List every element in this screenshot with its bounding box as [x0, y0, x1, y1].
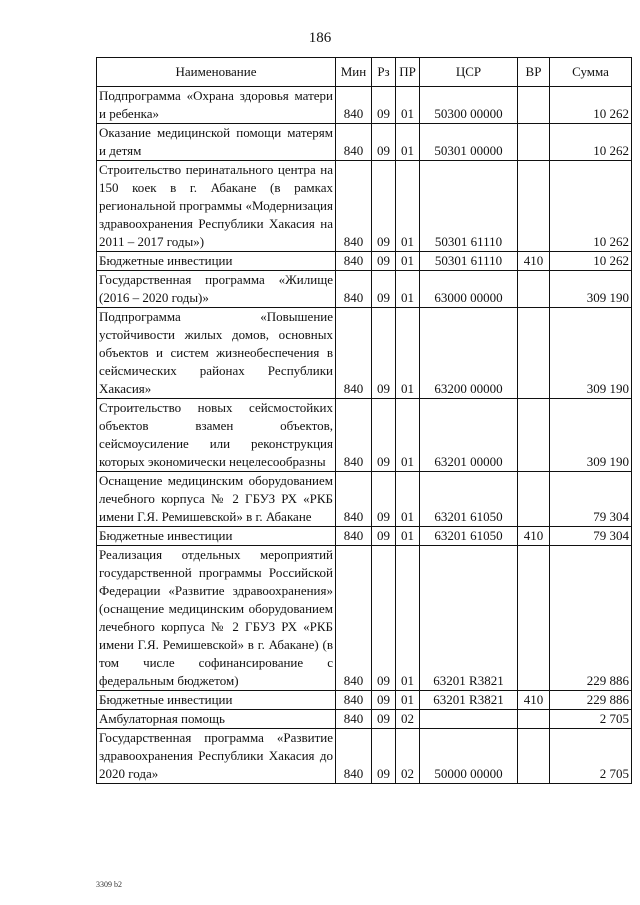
table-row: [97, 271, 632, 308]
row-rz: 09: [372, 527, 396, 546]
row-pr: 01: [396, 87, 420, 124]
row-rz: 09: [372, 124, 396, 161]
row-sum: 2 705: [550, 710, 632, 729]
row-rz: 09: [372, 472, 396, 527]
row-min: 840: [336, 691, 372, 710]
row-pr: 01: [396, 124, 420, 161]
row-sum: 10 262: [550, 87, 632, 124]
row-sum: 309 190: [550, 308, 632, 399]
footer-code: 3309 b2: [96, 880, 122, 889]
row-name: Бюджетные инвестиции: [97, 691, 336, 710]
row-sum: 229 886: [550, 691, 632, 710]
row-vr: [518, 87, 550, 124]
row-csr: 63201 00000: [420, 399, 518, 472]
row-name: Бюджетные инвестиции: [97, 527, 336, 546]
row-name: Государственная программа «Жилище (2016 – 2020 годы)»: [97, 271, 336, 308]
row-name: Государственная программа «Развитие здравоохранения Республики Хакасия до 2020 года»: [97, 729, 336, 784]
row-pr: 01: [396, 472, 420, 527]
row-min: 840: [336, 252, 372, 271]
budget-table: [96, 57, 632, 784]
row-rz: 09: [372, 87, 396, 124]
table-row: [97, 252, 632, 271]
table-row: [97, 308, 632, 399]
row-min: 840: [336, 308, 372, 399]
row-rz: 09: [372, 308, 396, 399]
row-sum: 2 705: [550, 729, 632, 784]
row-csr: [420, 710, 518, 729]
row-name: Оказание медицинской помощи матерям и детям: [97, 124, 336, 161]
row-csr: 63201 R3821: [420, 691, 518, 710]
header-min: Мин: [336, 58, 372, 87]
header-vr: ВР: [518, 58, 550, 87]
header-pr: ПР: [396, 58, 420, 87]
row-sum: 309 190: [550, 399, 632, 472]
row-rz: 09: [372, 252, 396, 271]
row-rz: 09: [372, 399, 396, 472]
row-min: 840: [336, 87, 372, 124]
row-name: Подпрограмма «Охрана здоровья матери и ребенка»: [97, 87, 336, 124]
row-min: 840: [336, 729, 372, 784]
row-vr: [518, 124, 550, 161]
row-sum: 10 262: [550, 252, 632, 271]
page-number: 186: [308, 30, 332, 46]
row-pr: 01: [396, 271, 420, 308]
row-rz: 09: [372, 546, 396, 691]
row-vr: 410: [518, 527, 550, 546]
row-sum: 79 304: [550, 472, 632, 527]
header-csr: ЦСР: [420, 58, 518, 87]
row-vr: [518, 729, 550, 784]
row-csr: 63201 61050: [420, 472, 518, 527]
row-min: 840: [336, 399, 372, 472]
row-sum: 79 304: [550, 527, 632, 546]
row-csr: 50301 61110: [420, 161, 518, 252]
row-sum: 309 190: [550, 271, 632, 308]
row-name: Амбулаторная помощь: [97, 710, 336, 729]
table-row: [97, 472, 632, 527]
row-name: Строительство новых сейсмостойких объектов взамен объектов, сейсмоусиление или реконструкция которых экономически нецелесообразны: [97, 399, 336, 472]
row-csr: 50300 00000: [420, 87, 518, 124]
row-name: Оснащение медицинским оборудованием лечебного корпуса № 2 ГБУЗ РХ «РКБ имени Г.Я. Ремишевской» в г. Абакане: [97, 472, 336, 527]
row-pr: 02: [396, 710, 420, 729]
row-pr: 02: [396, 729, 420, 784]
table-row: [97, 710, 632, 729]
row-name: Подпрограмма «Повышение устойчивости жилых домов, основных объектов и систем жизнеобеспечения в сейсмических районах Республики Хакасия»: [97, 308, 336, 399]
row-sum: 10 262: [550, 124, 632, 161]
row-csr: 50301 61110: [420, 252, 518, 271]
table-row: [97, 161, 632, 252]
row-pr: 01: [396, 161, 420, 252]
row-min: 840: [336, 546, 372, 691]
row-rz: 09: [372, 271, 396, 308]
row-min: 840: [336, 161, 372, 252]
table-header-row: [97, 58, 632, 87]
row-csr: 63201 R3821: [420, 546, 518, 691]
table-row: [97, 527, 632, 546]
row-vr: [518, 399, 550, 472]
row-pr: 01: [396, 252, 420, 271]
table-row: [97, 691, 632, 710]
row-vr: [518, 271, 550, 308]
row-name: Реализация отдельных мероприятий государственной программы Российской Федерации «Развитие здравоохранения» (оснащение медицинским оборудованием лечебного корпуса № 2 ГБУЗ РХ «РКБ имени Г.Я. Ремишевской» в г. Абакане) (в том числе софинансирование с федеральным бюджетом): [97, 546, 336, 691]
row-min: 840: [336, 472, 372, 527]
row-rz: 09: [372, 710, 396, 729]
table-row: [97, 399, 632, 472]
row-vr: [518, 472, 550, 527]
row-pr: 01: [396, 308, 420, 399]
row-sum: 229 886: [550, 546, 632, 691]
table-row: [97, 729, 632, 784]
header-rz: Рз: [372, 58, 396, 87]
row-csr: 63200 00000: [420, 308, 518, 399]
row-rz: 09: [372, 729, 396, 784]
row-sum: 10 262: [550, 161, 632, 252]
row-name: Бюджетные инвестиции: [97, 252, 336, 271]
row-csr: 50301 00000: [420, 124, 518, 161]
row-pr: 01: [396, 546, 420, 691]
row-vr: [518, 710, 550, 729]
row-min: 840: [336, 124, 372, 161]
row-csr: 63000 00000: [420, 271, 518, 308]
row-pr: 01: [396, 527, 420, 546]
row-name: Строительство перинатального центра на 150 коек в г. Абакане (в рамках региональной программы «Модернизация здравоохранения Республики Хакасия на 2011 – 2017 годы»): [97, 161, 336, 252]
table-row: [97, 87, 632, 124]
row-rz: 09: [372, 691, 396, 710]
header-sum: Сумма: [550, 58, 632, 87]
row-min: 840: [336, 710, 372, 729]
row-pr: 01: [396, 399, 420, 472]
row-csr: 50000 00000: [420, 729, 518, 784]
row-csr: 63201 61050: [420, 527, 518, 546]
header-name: Наименование: [97, 58, 336, 87]
row-vr: 410: [518, 252, 550, 271]
table-row: [97, 546, 632, 691]
row-vr: 410: [518, 691, 550, 710]
row-min: 840: [336, 527, 372, 546]
row-rz: 09: [372, 161, 396, 252]
table-row: [97, 124, 632, 161]
row-min: 840: [336, 271, 372, 308]
row-vr: [518, 546, 550, 691]
row-pr: 01: [396, 691, 420, 710]
row-vr: [518, 308, 550, 399]
row-vr: [518, 161, 550, 252]
